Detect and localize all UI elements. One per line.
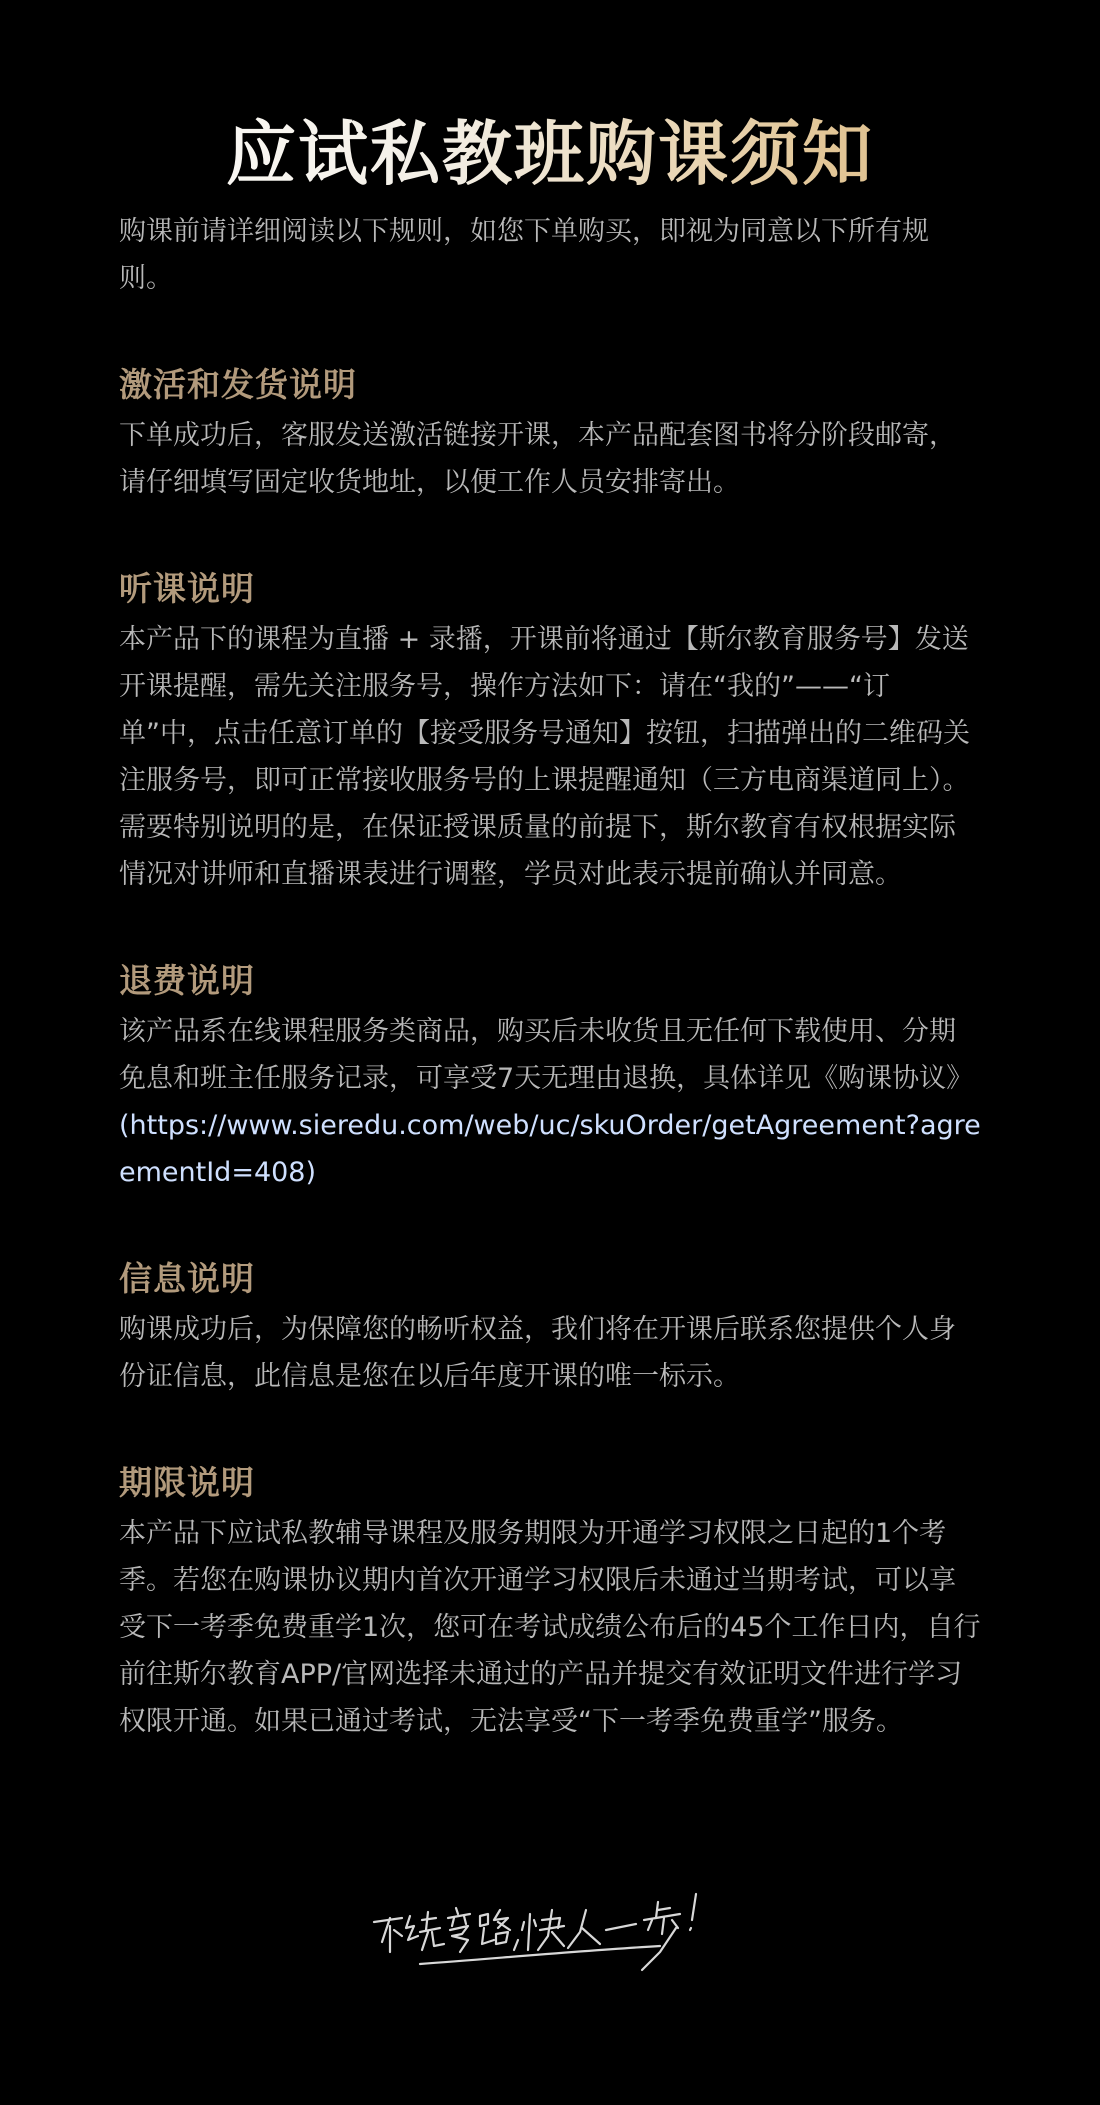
section-refund	[119, 958, 981, 1196]
section-title: 听课说明	[119, 569, 255, 608]
notice-content	[119, 208, 981, 1745]
agreement-link[interactable]: (https://www.sieredu.com/web/uc/skuOrder/getAgreement?agreementId=408)	[119, 1110, 981, 1188]
section-body: 购课成功后，为保障您的畅听权益，我们将在开课后联系您提供个人身份证信息，此信息是您在以后年度开课的唯一标示。	[119, 1314, 956, 1392]
section-title: 信息说明	[119, 1259, 255, 1298]
intro-paragraph: 购课前请详细阅读以下规则，如您下单购买，即视为同意以下所有规则。	[119, 216, 929, 294]
section-body: 本产品下的课程为直播 + 录播，开课前将通过【斯尔教育服务号】发送开课提醒，需先关注服务号，操作方法如下：请在“我的”——“订单”中，点击任意订单的【接受服务号通知】按钮，扫描弹出的二维码关注服务号，即可正常接收服务号的上课提醒通知（三方电商渠道同上）。需要特别说明的是，在保证授课质量的前提下，斯尔教育有权根据实际情况对讲师和直播课表进行调整，学员对此表示提前确认并同意。	[119, 624, 970, 890]
section-body: 本产品下应试私教辅导课程及服务期限为开通学习权限之日起的1个考季。若您在购课协议期内首次开通学习权限后未通过当期考试，可以享受下一考季免费重学1次，您可在考试成绩公布后的45个工作日内，自行前往斯尔教育APP/官网选择未通过的产品并提交有效证明文件进行学习权限开通。如果已通过考试，无法享受“下一考季免费重学”服务。	[119, 1518, 981, 1737]
section-information	[119, 1256, 981, 1400]
page-title: 应试私教班购课须知	[0, 109, 1100, 199]
section-title: 退费说明	[119, 961, 255, 1000]
section-lecture	[119, 566, 981, 898]
section-title: 期限说明	[119, 1463, 255, 1502]
section-validity	[119, 1460, 981, 1745]
section-activation-shipping	[119, 362, 981, 506]
section-body-text: 该产品系在线课程服务类商品，购买后未收货且无任何下载使用、分期免息和班主任服务记录，可享受7天无理由退换，具体详见《购课协议》	[119, 1016, 974, 1094]
signature-slogan-image	[360, 1880, 750, 2000]
section-body: 下单成功后，客服发送激活链接开课，本产品配套图书将分阶段邮寄，请仔细填写固定收货地址，以便工作人员安排寄出。	[119, 420, 956, 498]
section-body	[119, 1008, 981, 1196]
signature-slogan	[360, 1880, 750, 2000]
section-title: 激活和发货说明	[119, 365, 357, 404]
